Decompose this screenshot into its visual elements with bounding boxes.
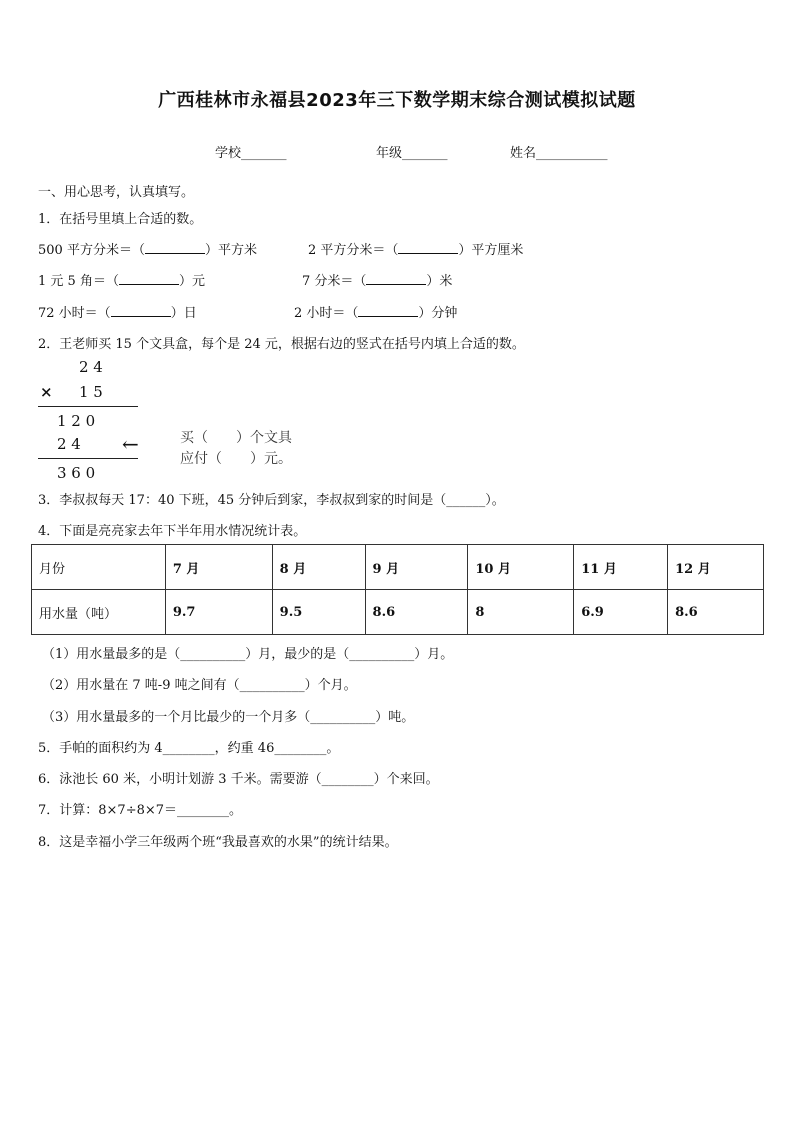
q1-item-text: 7 分米＝（ [302,274,367,289]
table-cell: 8 月 [272,545,365,590]
name-label: 姓名 [510,146,537,161]
table-cell: 6.9 [574,590,668,635]
answer-blank[interactable] [145,242,205,254]
vertical-rule [38,406,138,407]
q1-item-text: 1 元 5 角＝（ [38,274,119,289]
q1-item-unit: ）平方米 [204,243,257,258]
answer-blank[interactable] [119,273,179,285]
section-heading: 一、用心思考，认真填写。 [38,185,195,200]
table-cell: 11 月 [574,545,668,590]
q1-item-text: 2 小时＝（ [294,306,359,321]
q1-item [302,270,452,289]
q1-item-unit: ）分钟 [418,306,458,321]
q1-item-unit: ）平方厘米 [458,243,524,258]
table-cell: 10 月 [468,545,574,590]
vertical-rule [38,458,138,459]
vertical-multiplicand: 2 4 [79,358,103,376]
table-cell: 12 月 [668,545,764,590]
table-cell: 9.7 [165,590,272,635]
arrow-left-icon: ← [122,432,139,456]
partial-product-1: 1 2 0 [57,412,96,430]
table-cell: 9 月 [365,545,468,590]
partial-product-2: 2 4 [57,435,81,453]
page-title: 广西桂林市永福县2023年三下数学期末综合测试模拟试题 [158,90,636,111]
name-blank[interactable]: ___________ [536,146,608,161]
question-4-1: （1）用水量最多的是（__________）月，最少的是（__________）月。 [42,647,454,662]
school-field [215,142,287,161]
question-7: 7．计算：8×7÷8×7＝________。 [38,803,243,818]
grade-label: 年级 [376,146,403,161]
school-label: 学校 [215,146,242,161]
q1-item [38,270,205,289]
q1-item-text: 500 平方分米＝（ [38,243,145,258]
buy-note: 买（ ）个文具 [180,430,292,446]
table-cell: 7 月 [165,545,272,590]
question-4: 4．下面是亮亮家去年下半年用水情况统计表。 [38,524,307,539]
table-cell: 月份 [32,545,166,590]
q1-item-unit: ）元 [178,274,205,289]
pay-note: 应付（ ）元。 [180,451,292,467]
question-8: 8．这是幸福小学三年级两个班“我最喜欢的水果”的统计结果。 [38,835,398,850]
water-usage-table [31,544,764,635]
question-1: 1．在括号里填上合适的数。 [38,212,203,227]
q1-item-text: 72 小时＝（ [38,306,111,321]
question-4-3: （3）用水量最多的一个月比最少的一个月多（__________）吨。 [42,710,415,725]
question-6: 6．泳池长 60 米，小明计划游 3 千米。需要游（________）个来回。 [38,772,439,787]
q1-item [308,239,523,258]
q1-item [294,302,457,321]
grade-field [376,142,448,161]
q1-item [38,302,197,321]
answer-blank[interactable] [366,273,426,285]
question-5: 5．手帕的面积约为 4________，约重 46________。 [38,741,340,756]
question-4-2: （2）用水量在 7 吨-9 吨之间有（__________）个月。 [42,678,357,693]
table-cell: 用水量（吨） [32,590,166,635]
times-sign: × [40,383,53,401]
table-cell: 8.6 [365,590,468,635]
q1-item [38,239,257,258]
question-2: 2．王老师买 15 个文具盒，每个是 24 元，根据右边的竖式在括号内填上合适的数。 [38,337,525,352]
vertical-multiplier: 1 5 [79,383,103,401]
table-row [32,590,764,635]
question-3: 3．李叔叔每天 17：40 下班，45 分钟后到家，李叔叔到家的时间是（______）。 [38,493,505,508]
table-cell: 8.6 [668,590,764,635]
name-field [510,142,608,161]
answer-blank[interactable] [358,305,418,317]
q1-item-unit: ）日 [170,306,197,321]
grade-blank[interactable]: _______ [402,146,448,161]
table-cell: 9.5 [272,590,365,635]
product: 3 6 0 [57,464,96,482]
q1-item-text: 2 平方分米＝（ [308,243,399,258]
answer-blank[interactable] [111,305,171,317]
school-blank[interactable]: _______ [241,146,287,161]
q1-item-unit: ）米 [426,274,453,289]
table-cell: 8 [468,590,574,635]
answer-blank[interactable] [398,242,458,254]
table-header-row [32,545,764,590]
